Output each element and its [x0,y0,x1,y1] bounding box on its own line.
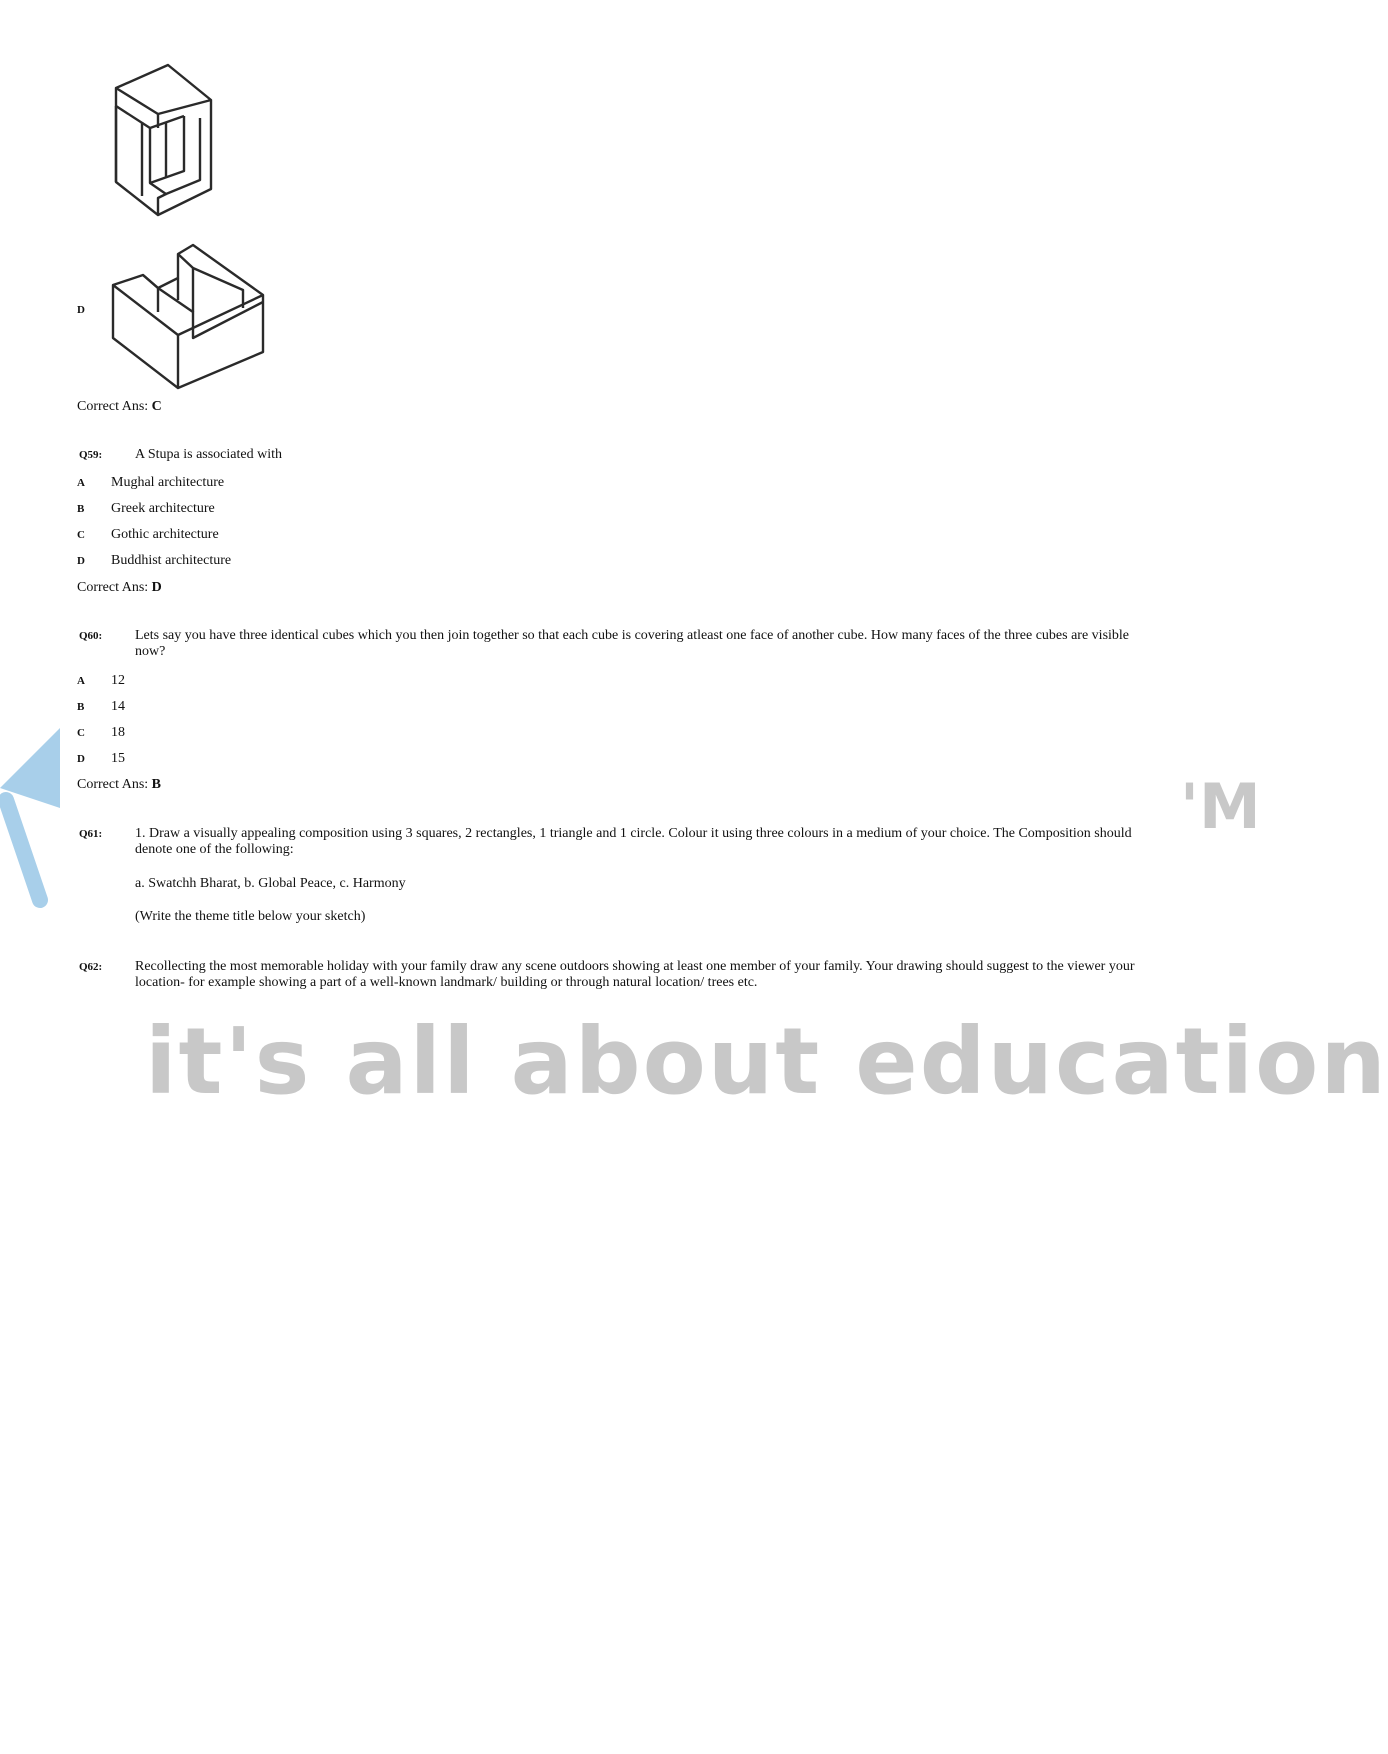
option-d-label: D [77,304,85,316]
option-text: Mughal architecture [111,475,225,490]
option-text: 12 [111,673,125,688]
correct-answer-value: B [151,777,161,792]
option-text: Greek architecture [111,501,215,516]
option-text: 18 [111,725,125,740]
option-text: Gothic architecture [111,527,219,542]
option-text: 15 [111,751,125,766]
theme-note: (Write the theme title below your sketch) [135,909,366,924]
option-letter: D [77,555,85,567]
option-d-figure [108,240,268,392]
watermark-brand: 'M [1180,770,1261,843]
option-text: Buddhist architecture [111,553,232,568]
option-letter: A [77,675,85,687]
q59-correct-answer [77,580,162,596]
watermark-logo [0,720,70,920]
option-letter: C [77,727,85,739]
question-text: A Stupa is associated with [135,447,282,462]
correct-answer-label: Correct Ans: [77,777,152,792]
option-letter: A [77,477,85,489]
question-number: Q61: [79,828,103,840]
question-number: Q59: [79,449,103,461]
question-number: Q62: [79,961,103,973]
question-number: Q60: [79,630,103,642]
theme-options: a. Swatchh Bharat, b. Global Peace, c. Harmony [135,876,406,891]
option-letter: D [77,753,85,765]
question-text: Recollecting the most memorable holiday with your family draw any scene outdoors showing at least one member of your family. Your drawing should suggest to the viewer your location- for example showing a part of a well-known landmark/ building or through natural location/ trees etc. [135,959,1135,990]
option-text: 14 [111,699,125,714]
option-letter: C [77,529,85,541]
correct-answer-value: D [151,580,162,595]
correct-answer-label: Correct Ans: [77,580,152,595]
prev-correct-answer [77,399,162,415]
watermark-tagline: it's all about education [145,1008,1388,1115]
option-letter: B [77,701,85,713]
correct-answer-label: Correct Ans: [77,399,152,414]
q60-correct-answer [77,777,161,793]
option-letter: B [77,503,85,515]
option-c-figure [108,58,223,223]
correct-answer-value: C [151,399,162,414]
question-text: 1. Draw a visually appealing composition using 3 squares, 2 rectangles, 1 triangle and 1 circle. Colour it using three colours in a medium of your choice. The Composition should denote one of the following: [135,826,1132,857]
question-text: Lets say you have three identical cubes which you then join together so that each cube is covering atleast one face of another cube. How many faces of the three cubes are visible now? [135,628,1130,659]
